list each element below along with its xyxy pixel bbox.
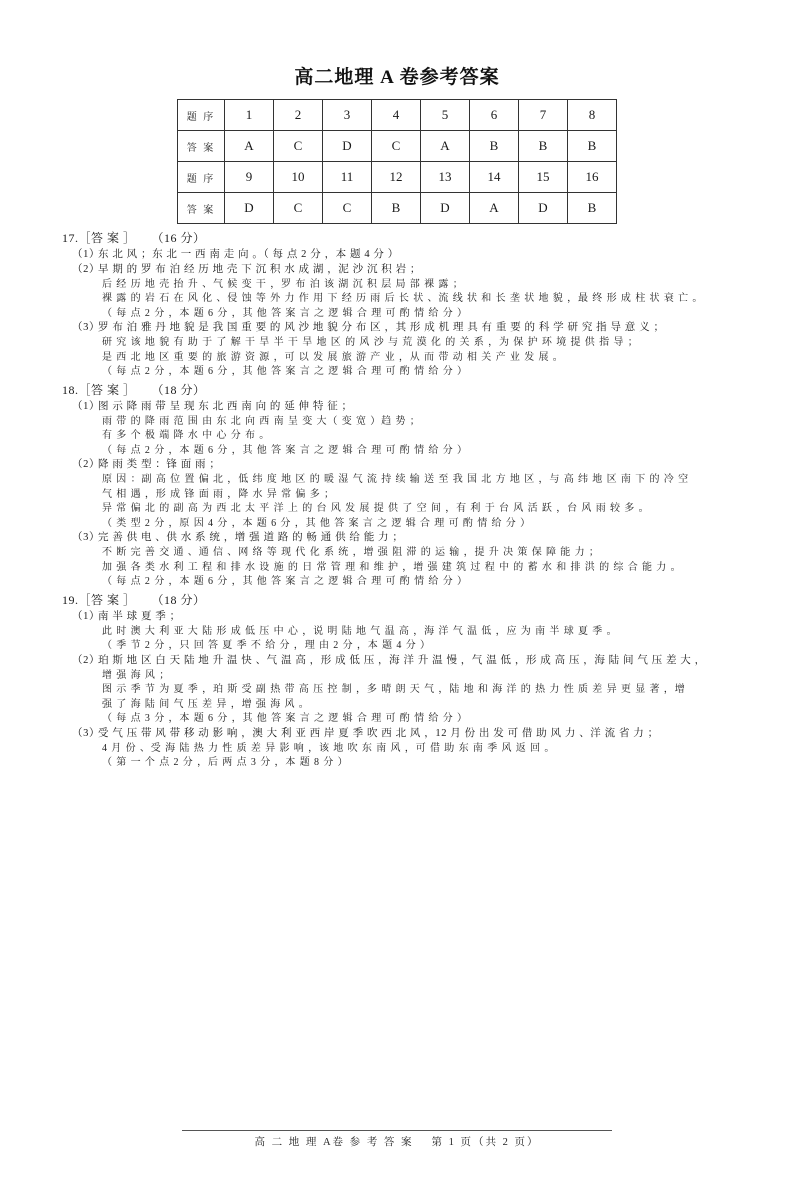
table-cell: 14 (470, 162, 519, 193)
scoring-note: （ 每 点 2 分 ，本 题 6 分 ，其 他 答 案 言 之 逻 辑 合 理 可 酌 情 给 分 ） (102, 307, 468, 319)
table-cell: 8 (568, 100, 617, 131)
table-cell: D (323, 131, 372, 162)
answer-line: 不 断 完 善 交 通 、通 信 、网 络 等 现 代 化 系 统 ，增 强 阻 滞 的 运 输 ，提 升 决 策 保 障 能 力 ； (102, 547, 600, 559)
table-row (178, 131, 617, 162)
table-cell: 5 (421, 100, 470, 131)
scoring-note: （ 第 一 个 点 2 分 ，后 两 点 3 分 ，本 题 8 分 ） (102, 757, 349, 769)
answer-line: 强 了 海 陆 间 气 压 差 异 ，增 强 海 风 。 (102, 698, 310, 710)
sub-question (72, 655, 730, 667)
table-cell: A (225, 131, 274, 162)
scoring-note: （ 每 点 2 分 ，本 题 6 分 ，其 他 答 案 言 之 逻 辑 合 理 可 酌 情 给 分 ） (102, 576, 468, 588)
sub-question (72, 249, 730, 261)
table-row (178, 100, 617, 131)
sub-question (72, 459, 730, 471)
scoring-note: （ 每 点 2 分 ，本 题 6 分 ，其 他 答 案 言 之 逻 辑 合 理 可 酌 情 给 分 ） (102, 366, 468, 378)
question-heading (62, 594, 730, 608)
table-cell: B (568, 131, 617, 162)
table-cell: C (372, 131, 421, 162)
table-cell: C (274, 131, 323, 162)
table-cell: 4 (372, 100, 421, 131)
page-footer (0, 1130, 794, 1149)
answer-line: 4 月 份 、受 海 陆 热 力 性 质 差 异 影 响 ，该 地 吹 东 南 风 ，可 借 助 东 南 季 风 返 回 。 (102, 742, 556, 754)
sub-question-text: 罗 布 泊 雅 丹 地 貌 是 我 国 重 要 的 风 沙 地 貌 分 布 区 ，其 形 成 机 理 具 有 重 要 的 科 学 研 究 指 导 意 义 ； (98, 322, 665, 334)
table-cell: 13 (421, 162, 470, 193)
sub-question (72, 264, 730, 276)
question-block-17 (62, 232, 730, 378)
sub-question-label: （3） (72, 727, 101, 739)
answer-line: 气 相 遇 ，形 成 锋 面 雨 ，降 水 异 常 偏 多 ； (102, 488, 335, 500)
row-label: 题 序 (178, 100, 225, 131)
sub-question-label: （2） (72, 263, 101, 275)
table-cell: D (421, 193, 470, 224)
sub-question-text: 完 善 供 电 、供 水 系 统 ，增 强 道 路 的 畅 通 供 给 能 力 ； (98, 532, 404, 544)
answer-line: 图 示 季 节 为 夏 季 ，珀 斯 受 副 热 带 高 压 控 制 ，多 晴 朗 天 气 ，陆 地 和 海 洋 的 热 力 性 质 差 异 更 显 著 ，增 (102, 684, 686, 696)
table-cell: 6 (470, 100, 519, 131)
table-cell: 15 (519, 162, 568, 193)
table-row (178, 162, 617, 193)
table-cell: 3 (323, 100, 372, 131)
answer-label: ［答 案 ］ (78, 231, 136, 245)
question-score: （18 分） (157, 382, 206, 397)
footer-title: 高 二 地 理 A卷 参 考 答 案 (254, 1137, 414, 1148)
answer-line: 雨 带 的 降 雨 范 围 由 东 北 向 西 南 呈 变 大（ 变 宽 ）趋 势 ； (102, 415, 421, 427)
sub-question (72, 322, 730, 334)
sub-question-text: 南 半 球 夏 季 ； (98, 610, 181, 622)
table-cell: 1 (225, 100, 274, 131)
table-cell: 16 (568, 162, 617, 193)
table-cell: 7 (519, 100, 568, 131)
sub-question (72, 532, 730, 544)
table-cell: C (274, 193, 323, 224)
footer-line (182, 1130, 612, 1149)
answer-line: 异 常 偏 北 的 副 高 为 西 北 太 平 洋 上 的 台 风 发 展 提 供 了 空 间 ，有 利 于 台 风 活 跃 ，台 风 雨 较 多 。 (102, 503, 650, 515)
sub-question-text: 图 示 降 雨 带 呈 现 东 北 西 南 向 的 延 伸 特 征 ； (98, 400, 353, 412)
table-cell: A (421, 131, 470, 162)
question-number: 17. (62, 231, 79, 245)
table-cell: 10 (274, 162, 323, 193)
table-cell: 11 (323, 162, 372, 193)
answer-line: 有 多 个 极 端 降 水 中 心 分 布 。 (102, 430, 271, 442)
answer-line: 加 强 各 类 水 利 工 程 和 排 水 设 施 的 日 常 管 理 和 维 护 ，增 强 建 筑 过 程 中 的 蓄 水 和 排 洪 的 综 合 能 力 。 (102, 561, 682, 573)
sub-question-label: （3） (72, 322, 101, 334)
sub-question-label: （1） (72, 400, 101, 412)
sub-question (72, 611, 730, 623)
row-label: 答 案 (178, 193, 225, 224)
answer-line: 是 西 北 地 区 重 要 的 旅 游 资 源 ，可 以 发 展 旅 游 产 业 ，从 而 带 动 相 关 产 业 发 展 。 (102, 351, 564, 363)
table-cell: A (470, 193, 519, 224)
question-heading (62, 232, 730, 246)
answer-line: 后 经 历 地 壳 抬 升 、气 候 变 干 ，罗 布 泊 该 湖 沉 积 层 局 部 裸 露 ； (102, 278, 464, 290)
answer-line: 原 因 ：副 高 位 置 偏 北 ，低 纬 度 地 区 的 暖 湿 气 流 持 续 输 送 至 我 国 北 方 地 区 ，与 高 纬 地 区 南 下 的 冷 空 (102, 474, 689, 486)
sub-question-text: 受 气 压 带 风 带 移 动 影 响 ，澳 大 利 亚 西 岸 夏 季 吹 西 北 风 ，12 月 份 出 发 可 借 助 风 力 、洋 流 省 力 ； (98, 727, 659, 739)
table-cell: D (225, 193, 274, 224)
row-label: 答 案 (178, 131, 225, 162)
answer-line: 此 时 澳 大 利 亚 大 陆 形 成 低 压 中 心 ，说 明 陆 地 气 温 高 ，海 洋 气 温 低 ，应 为 南 半 球 夏 季 。 (102, 625, 618, 637)
sub-question-text: 东 北 风 ；东 北 一 西 南 走 向 。（ 每 点 2 分 ，本 题 4 分 ） (98, 248, 399, 260)
table-cell: D (519, 193, 568, 224)
answer-label: ［答 案 ］ (78, 592, 136, 607)
sub-question (72, 728, 730, 740)
table-cell: 2 (274, 100, 323, 131)
table-cell: B (519, 131, 568, 162)
answer-table-wrapper (0, 99, 794, 224)
sub-question-label: （2） (72, 459, 101, 471)
question-heading (62, 384, 730, 398)
table-cell: B (568, 193, 617, 224)
sub-question-label: （1） (72, 248, 101, 260)
scoring-note: （ 每 点 3 分 ，本 题 6 分 ，其 他 答 案 言 之 逻 辑 合 理 可 酌 情 给 分 ） (102, 713, 468, 725)
page-title: 高二地理 A 卷参考答案 (294, 67, 500, 88)
answer-sheet-page (0, 62, 794, 1177)
scoring-note: （ 每 点 2 分 ，本 题 6 分 ，其 他 答 案 言 之 逻 辑 合 理 可 酌 情 给 分 ） (102, 444, 468, 456)
question-number: 18. (62, 382, 79, 397)
answers-content (0, 232, 794, 769)
sub-question-label: （1） (72, 610, 101, 622)
table-row (178, 193, 617, 224)
sub-question-label: （2） (72, 654, 101, 666)
table-cell: B (372, 193, 421, 224)
scoring-note: （ 季 节 2 分 ，只 回 答 夏 季 不 给 分 ，理 由 2 分 ，本 题 4 分 ） (102, 640, 431, 652)
scoring-note: （ 类 型 2 分 ，原 因 4 分 ，本 题 6 分 ，其 他 答 案 言 之 逻 辑 合 理 可 酌 情 给 分 ） (102, 517, 531, 529)
sub-question-text: 早 期 的 罗 布 泊 经 历 地 壳 下 沉 积 水 成 湖 ，泥 沙 沉 积 岩 ； (98, 263, 422, 275)
table-cell: 9 (225, 162, 274, 193)
sub-question-label: （3） (72, 532, 101, 544)
question-score: （16 分） (157, 231, 206, 245)
footer-page-number: 第 1 页（共 2 页） (431, 1137, 540, 1148)
question-score: （18 分） (157, 592, 206, 607)
sub-question-text: 降 雨 类 型 ：锋 面 雨 ； (98, 459, 221, 471)
table-cell: 12 (372, 162, 421, 193)
answer-line: 裸 露 的 岩 石 在 风 化 、侵 蚀 等 外 力 作 用 下 经 历 雨 后 长 状 、流 线 状 和 长 垄 状 地 貌 ，最 终 形 成 柱 状 衰 亡 。 (102, 293, 704, 305)
answer-label: ［答 案 ］ (78, 382, 136, 397)
answer-line: 研 究 该 地 貌 有 助 于 了 解 干 旱 半 干 旱 地 区 的 风 沙 与 荒 漠 化 的 关 系 ，为 保 护 环 境 提 供 指 导 ； (102, 337, 639, 349)
row-label: 题 序 (178, 162, 225, 193)
table-cell: C (323, 193, 372, 224)
sub-question-text: 珀 斯 地 区 白 天 陆 地 升 温 快 、气 温 高 ，形 成 低 压 ，海 洋 升 温 慢 ，气 温 低 ，形 成 高 压 ，海 陆 间 气 压 差 大 ， (98, 654, 706, 666)
answer-line: 增 强 海 风 ； (102, 669, 171, 681)
sub-question (72, 401, 730, 413)
question-number: 19. (62, 592, 79, 607)
table-cell: B (470, 131, 519, 162)
objective-answer-table (177, 99, 617, 224)
question-block-18 (62, 384, 730, 588)
question-block-19 (62, 594, 730, 769)
